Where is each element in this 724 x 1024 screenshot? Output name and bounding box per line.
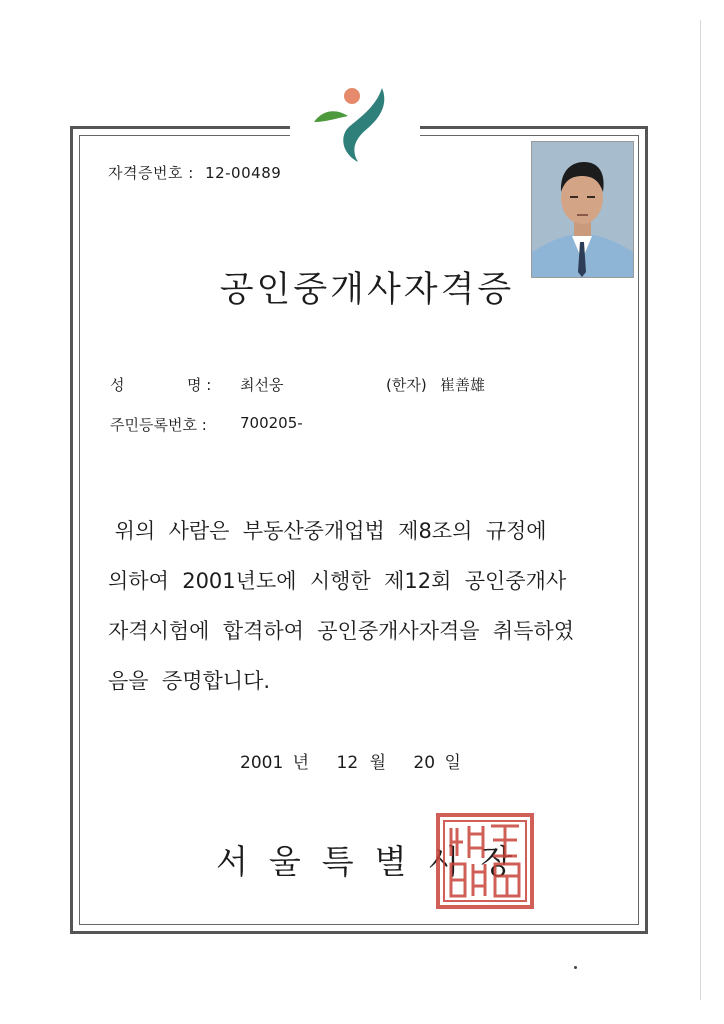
hanja-label: (한자) [386,376,427,394]
certificate-number-value: 12-00489 [205,164,282,182]
id-photo [531,141,634,278]
name-value: 최선웅 [240,376,284,394]
body-line: 음을 증명합니다. [108,669,271,693]
hanja-value: 崔善雄 [440,376,486,394]
certificate-number-label: 자격증번호 : [108,164,194,182]
date-day: 20 [413,753,436,773]
issue-date [240,748,461,773]
date-month-unit: 월 [369,753,386,773]
official-seal [435,812,535,910]
certificate-body [108,506,574,706]
body-line: 의하여 2001년도에 시행한 제12회 공인중개사 [108,569,567,593]
date-day-unit: 일 [444,753,461,773]
certificate-number [108,162,281,183]
certificate-title: 공인중개사자격증 [219,270,515,310]
rrn-value: 700205- [240,414,303,432]
date-month: 12 [336,753,359,773]
seoul-emblem-icon [300,82,410,168]
rrn-label: 주민등록번호 : [110,416,207,434]
body-line: 자격시험에 합격하여 공인중개사자격을 취득하였 [108,619,575,643]
body-line: 위의 사람은 부동산중개업법 제8조의 규정에 [108,519,547,543]
issuer-name: 서울특별시장 [216,842,534,881]
date-year-unit: 년 [292,753,310,773]
scan-edge-line [700,20,701,1000]
name-label-1: 성 [110,376,125,394]
scan-dot [574,966,577,969]
name-label-2: 명 : [187,376,212,394]
date-year: 2001 [240,753,284,773]
